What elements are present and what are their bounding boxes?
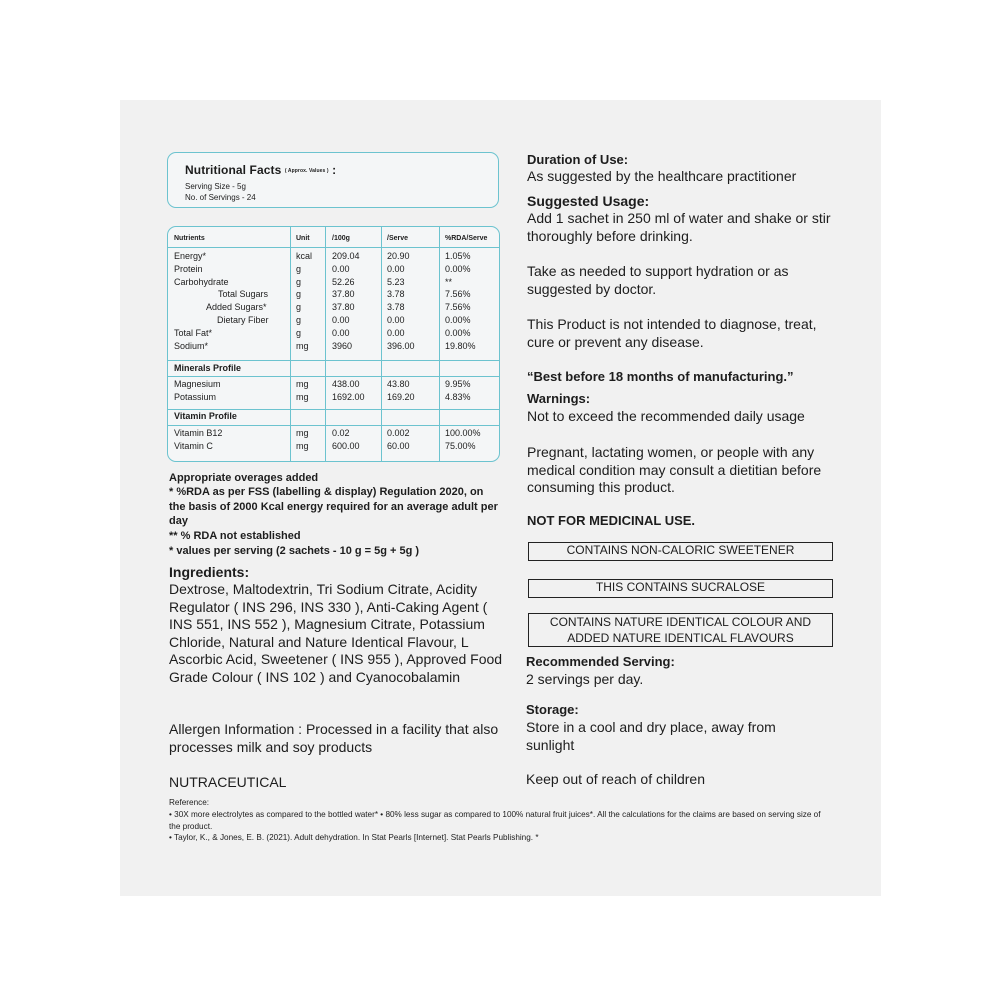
table-cell: 0.00 — [332, 327, 350, 338]
table-cell: Sodium* — [174, 340, 209, 351]
table-cell: mg — [296, 340, 309, 351]
per-serving-note: * values per serving (2 sachets - 10 g = 5g + 5g ) — [169, 545, 420, 557]
table-cell: g — [296, 276, 302, 287]
storage-text: Store in a cool and dry place, away from sunlight — [526, 719, 776, 753]
storage-heading: Storage: — [526, 702, 579, 717]
table-cell: Potassium — [174, 391, 217, 402]
table-cell: mg — [296, 428, 309, 438]
serving-heading: Recommended Serving: — [526, 654, 675, 669]
sucralose-box: THIS CONTAINS SUCRALOSE — [528, 579, 833, 598]
overages-note: Appropriate overages added — [169, 472, 319, 484]
table-cell: 43.80 — [387, 379, 410, 389]
row-divider — [168, 425, 499, 426]
rda-note: * %RDA as per FSS (labelling & display) Regulation 2020, on the basis of 2000 Kcal energy required for an average adult per day — [169, 486, 498, 527]
table-cell: 37.80 — [332, 289, 355, 300]
duration-heading: Duration of Use: — [527, 152, 629, 167]
ingredients-heading: Ingredients: — [169, 564, 250, 580]
table-cell: mg — [296, 440, 309, 451]
table-cell: 0.00% — [445, 327, 471, 338]
nature-identical-line-2: ADDED NATURE IDENTICAL FLAVOURS — [567, 630, 794, 645]
usage-heading: Suggested Usage: — [527, 193, 650, 209]
table-cell: 0.00% — [445, 263, 471, 274]
row-divider — [168, 360, 499, 361]
table-cell: 37.80 — [332, 302, 355, 313]
nutrition-title — [185, 163, 336, 177]
table-cell: g — [296, 302, 302, 313]
nutrition-title-text: Nutritional Facts — [185, 163, 282, 177]
table-cell: 60.00 — [387, 440, 410, 451]
table-cell: 1692.00 — [332, 391, 365, 402]
serving-size: Serving Size - 5g — [185, 182, 246, 191]
table-cell: Protein — [174, 263, 203, 274]
serving-text: 2 servings per day. — [526, 671, 644, 687]
not-medicinal: NOT FOR MEDICINAL USE. — [527, 513, 696, 528]
table-header-cell: /Serve — [387, 235, 409, 242]
table-cell: 4.83% — [445, 391, 471, 402]
category-label: NUTRACEUTICAL — [169, 774, 287, 790]
table-cell: Added Sugars* — [206, 302, 267, 313]
table-cell: Dietary Fiber — [217, 315, 269, 325]
hydration-text: Take as needed to support hydration or as suggested by doctor. — [527, 263, 789, 297]
table-cell: 0.00% — [445, 315, 471, 325]
rda-not-established-note: ** % RDA not established — [169, 530, 301, 542]
nutrient-table — [167, 226, 500, 462]
allergen-info: Allergen Information : Processed in a facility that also processes milk and soy products — [169, 721, 499, 755]
table-cell: Magnesium — [174, 379, 221, 389]
table-cell: 19.80% — [445, 340, 476, 351]
warnings-heading: Warnings: — [527, 391, 591, 406]
table-cell: ** — [445, 276, 453, 287]
table-cell: 209.04 — [332, 251, 360, 261]
table-cell: 7.56% — [445, 302, 471, 313]
vitamin-profile-heading: Vitamin Profile — [174, 411, 237, 421]
best-before: “Best before 18 months of manufacturing.” — [527, 369, 794, 384]
disclaimer-text: This Product is not intended to diagnose, treat, cure or prevent any disease. — [527, 316, 817, 350]
table-cell: 396.00 — [387, 340, 415, 351]
table-cell: 0.00 — [387, 327, 405, 338]
table-cell: 1.05% — [445, 251, 471, 261]
table-cell: 20.90 — [387, 251, 410, 261]
table-cell: Vitamin C — [174, 440, 213, 451]
children-warning: Keep out of reach of children — [526, 771, 706, 787]
minerals-profile-heading: Minerals Profile — [174, 363, 242, 373]
duration-text: As suggested by the healthcare practitioner — [527, 168, 797, 184]
table-header-cell: Nutrients — [174, 235, 205, 242]
table-cell: 0.002 — [387, 428, 410, 438]
table-cell: mg — [296, 391, 309, 402]
ingredients-text: Dextrose, Maltodextrin, Tri Sodium Citrate, Acidity Regulator ( INS 296, INS 330 ), Anti-Caking Agent ( INS 551, INS 552 ), Magnesium Citrate, Potassium Chloride, Natural and Nature Identical Flavour, L Ascorbic Acid, Sweetener ( INS 955 ), Approved Food Grade Colour ( INS 102 ) and Cyanocobalamin — [169, 581, 503, 685]
table-cell: 9.95% — [445, 379, 471, 389]
row-divider — [168, 409, 499, 410]
nutrition-title-colon: : — [332, 163, 337, 177]
reference-line-1: • 30X more electrolytes as compared to the bottled water* • 80% less sugar as compared to 100% natural fruit juices*. All the calculations for the claims are based on serving size of the product. — [169, 810, 821, 831]
table-cell: 438.00 — [332, 379, 360, 389]
table-cell: 52.26 — [332, 276, 355, 287]
pregnant-warning: Pregnant, lactating women, or people with any medical condition may consult a dietitian before consuming this product. — [527, 444, 822, 496]
table-cell: 75.00% — [445, 440, 476, 451]
table-cell: 3.78 — [387, 289, 405, 300]
table-cell: 0.00 — [387, 315, 405, 325]
table-cell: 3.78 — [387, 302, 405, 313]
table-cell: Carbohydrate — [174, 276, 229, 287]
table-cell: 7.56% — [445, 289, 471, 300]
table-cell: Total Sugars — [218, 289, 269, 300]
usage-text: Add 1 sachet in 250 ml of water and shake or stir thoroughly before drinking. — [527, 210, 831, 244]
table-cell: g — [296, 315, 302, 325]
nutrition-title-note: ( Approx. Values ) — [284, 167, 329, 174]
table-cell: g — [296, 263, 302, 274]
table-cell: Total Fat* — [174, 327, 213, 338]
table-cell: mg — [296, 379, 309, 389]
table-cell: 600.00 — [332, 440, 360, 451]
reference-heading: Reference: — [169, 798, 210, 807]
table-header-cell: Unit — [296, 235, 310, 242]
table-cell: Vitamin B12 — [174, 428, 223, 438]
nutrition-facts-header — [167, 152, 499, 208]
table-cell: 100.00% — [445, 428, 481, 438]
table-header-cell: %RDA/Serve — [445, 235, 488, 242]
servings-count: No. of Servings - 24 — [185, 193, 256, 202]
table-cell: Energy* — [174, 251, 207, 261]
table-cell: g — [296, 327, 302, 338]
row-divider — [168, 247, 499, 248]
table-header-cell: /100g — [332, 235, 350, 242]
non-caloric-sweetener-box: CONTAINS NON-CALORIC SWEETENER — [528, 542, 833, 561]
table-cell: 0.00 — [332, 315, 350, 325]
table-cell: g — [296, 289, 302, 300]
table-cell: kcal — [296, 251, 313, 261]
row-divider — [168, 376, 499, 377]
nature-identical-line-1: CONTAINS NATURE IDENTICAL COLOUR AND — [549, 615, 812, 629]
table-cell: 0.00 — [387, 263, 405, 274]
table-cell: 169.20 — [387, 391, 415, 402]
table-cell: 3960 — [332, 340, 353, 351]
table-cell: 0.00 — [332, 263, 350, 274]
warnings-text: Not to exceed the recommended daily usage — [527, 408, 805, 424]
nature-identical-box — [528, 613, 833, 647]
table-cell: 5.23 — [387, 276, 405, 287]
reference-line-2: • Taylor, K., & Jones, E. B. (2021). Adult dehydration. In Stat Pearls [Internet]. Stat Pearls Publishing. * — [169, 833, 539, 842]
table-cell: 0.02 — [332, 428, 350, 438]
